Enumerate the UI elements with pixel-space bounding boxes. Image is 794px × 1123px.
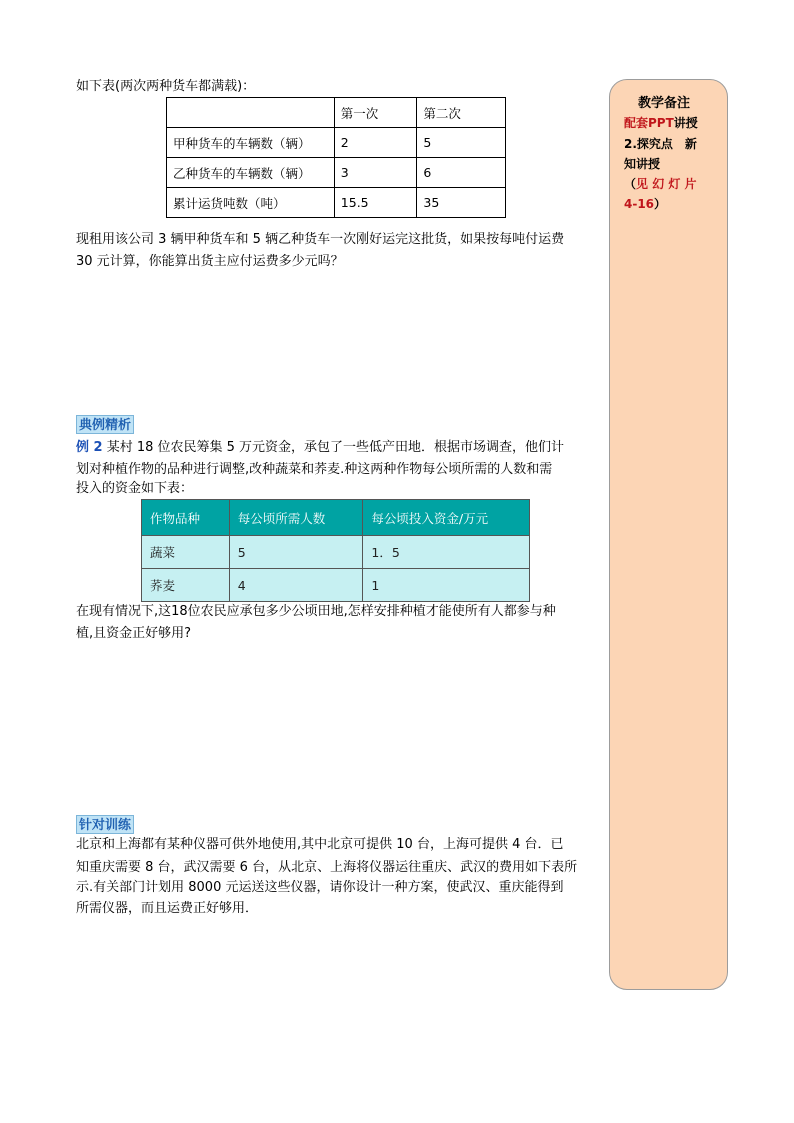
- table-cell: 5: [229, 536, 363, 569]
- training-line4: 所需仪器，而且运费正好够用．: [76, 901, 259, 916]
- question1-line2: 30 元计算，你能算出货主应付运费多少元吗？: [76, 254, 344, 269]
- crop-table: [141, 499, 530, 602]
- table-cell: 5: [417, 128, 506, 158]
- sidebar-note-part: 见 幻 灯 片: [636, 177, 697, 191]
- sidebar-note-line3: 知讲授: [624, 157, 661, 171]
- sidebar-title: 教学备注: [638, 96, 691, 111]
- table-cell: 累计运货吨数（吨）: [167, 188, 335, 218]
- training-line1: 北京和上海都有某种仪器可供外地使用,其中北京可提供 10 台，上海可提供 4 台．已: [76, 837, 564, 852]
- table-cell: 3: [334, 158, 417, 188]
- example2-text: 某村 18 位农民筹集 5 万元资金，承包了一些低产田地．根据市场调查，他们计: [106, 440, 565, 455]
- table-header-cell: 第二次: [417, 98, 506, 128]
- question2-line1: 在现有情况下,这18位农民应承包多少公顷田地,怎样安排种植才能使所有人都参与种: [76, 604, 556, 619]
- section-label-example: 典例精析: [76, 415, 134, 434]
- sidebar-note-part: PPT: [648, 116, 674, 130]
- table-header-row: [167, 98, 506, 128]
- table-cell: 4: [229, 569, 363, 602]
- intro-text: 如下表(两次两种货车都满载)：: [76, 79, 256, 94]
- question1-line1: 现租用该公司 3 辆甲种货车和 5 辆乙种货车一次刚好运完这批货，如果按每吨付运费: [76, 232, 565, 247]
- table-cell: 荞麦: [142, 569, 230, 602]
- training-line3: 示.有关部门计划用 8000 元运送这些仪器，请你设计一种方案，使武汉、重庆能得到: [76, 880, 564, 895]
- table-row: [167, 188, 506, 218]
- table-cell: 蔬菜: [142, 536, 230, 569]
- table-cell: 乙种货车的车辆数（辆）: [167, 158, 335, 188]
- sidebar-note-part: 4-16: [624, 197, 655, 211]
- example2-line1: [76, 437, 564, 459]
- sidebar-note-part: 配套: [624, 116, 649, 130]
- section-label-training: 针对训练: [76, 815, 134, 834]
- sidebar-note-line5: [624, 195, 666, 214]
- table-cell: 6: [417, 158, 506, 188]
- teaching-notes-sidebar: [609, 79, 728, 990]
- table-cell: 甲种货车的车辆数（辆）: [167, 128, 335, 158]
- table-cell: 15.5: [334, 188, 417, 218]
- table-row: [142, 536, 530, 569]
- table-cell: 1: [363, 569, 530, 602]
- table-header-row: [142, 500, 530, 536]
- training-line2: 知重庆需要 8 台，武汉需要 6 台，从北京、上海将仪器运往重庆、武汉的费用如下表所: [76, 860, 578, 875]
- table-header-cell: [167, 98, 335, 128]
- table-header-cell: 作物品种: [142, 500, 230, 536]
- table-cell: 1．5: [363, 536, 530, 569]
- example-label: 例 2: [76, 440, 103, 455]
- table-row: [142, 569, 530, 602]
- table-row: [167, 158, 506, 188]
- table-header-cell: 第一次: [334, 98, 417, 128]
- table-header-cell: 每公顷所需人数: [229, 500, 363, 536]
- table-header-cell: 每公顷投入资金/万元: [363, 500, 530, 536]
- table-cell: 2: [334, 128, 417, 158]
- sidebar-note-part: （: [624, 177, 637, 191]
- question2-line2: 植,且资金正好够用?: [76, 626, 192, 641]
- table-cell: 35: [417, 188, 506, 218]
- sidebar-note-line2: 2.探究点 新: [624, 137, 697, 151]
- table-row: [167, 128, 506, 158]
- sidebar-note-part: ）: [654, 197, 667, 211]
- sidebar-note-line4: [624, 175, 697, 194]
- example2-line2: 划对种植作物的品种进行调整,改种蔬菜和荞麦.种这两种作物每公顷所需的人数和需: [76, 462, 553, 477]
- truck-table: [166, 97, 506, 218]
- sidebar-note-part: 讲授: [673, 116, 698, 130]
- example2-line3: 投入的资金如下表：: [76, 481, 194, 496]
- sidebar-note-line1: [624, 114, 698, 133]
